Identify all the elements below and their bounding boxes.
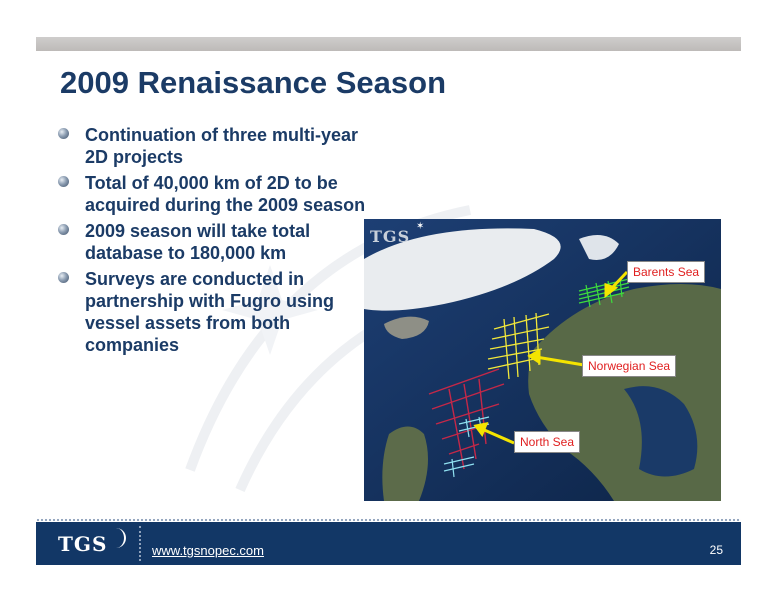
- bullet-text: 2009 season will take total database to 180,000 km: [85, 221, 311, 263]
- page-number: 25: [709, 543, 723, 557]
- bullet-text: Total of 40,000 km of 2D to be acquired during the 2009 season: [85, 173, 366, 215]
- barents-sea-label: Barents Sea: [627, 261, 705, 283]
- bullet-item: [58, 268, 368, 356]
- bullet-list: [58, 124, 368, 360]
- bullet-item: [58, 172, 368, 216]
- footer-logo: TGS: [58, 532, 108, 556]
- footer-website-link[interactable]: www.tgsnopec.com: [152, 543, 264, 558]
- bullet-icon: [58, 176, 69, 187]
- bullet-text: Continuation of three multi-year 2D projects: [85, 125, 359, 167]
- logo-swoosh-icon: [114, 528, 126, 548]
- bullet-item: [58, 124, 368, 168]
- norwegian-sea-label: Norwegian Sea: [582, 355, 676, 377]
- british-isles-landmass: [382, 427, 428, 502]
- north-sea-label: North Sea: [514, 431, 580, 453]
- bullet-item: [58, 220, 368, 264]
- bullet-icon: [58, 224, 69, 235]
- bullet-icon: [58, 272, 69, 283]
- star-icon: ✶: [416, 221, 425, 232]
- survey-map: [364, 219, 721, 501]
- slide-title: 2009 Renaissance Season: [60, 65, 447, 100]
- header-band: [36, 37, 741, 51]
- bullet-icon: [58, 128, 69, 139]
- bullet-text: Surveys are conducted in partnership with Fugro using vessel assets from both companies: [85, 269, 334, 355]
- map-logo: TGS: [370, 227, 411, 246]
- footer-separator: [139, 526, 141, 561]
- footer-bar: [36, 522, 741, 565]
